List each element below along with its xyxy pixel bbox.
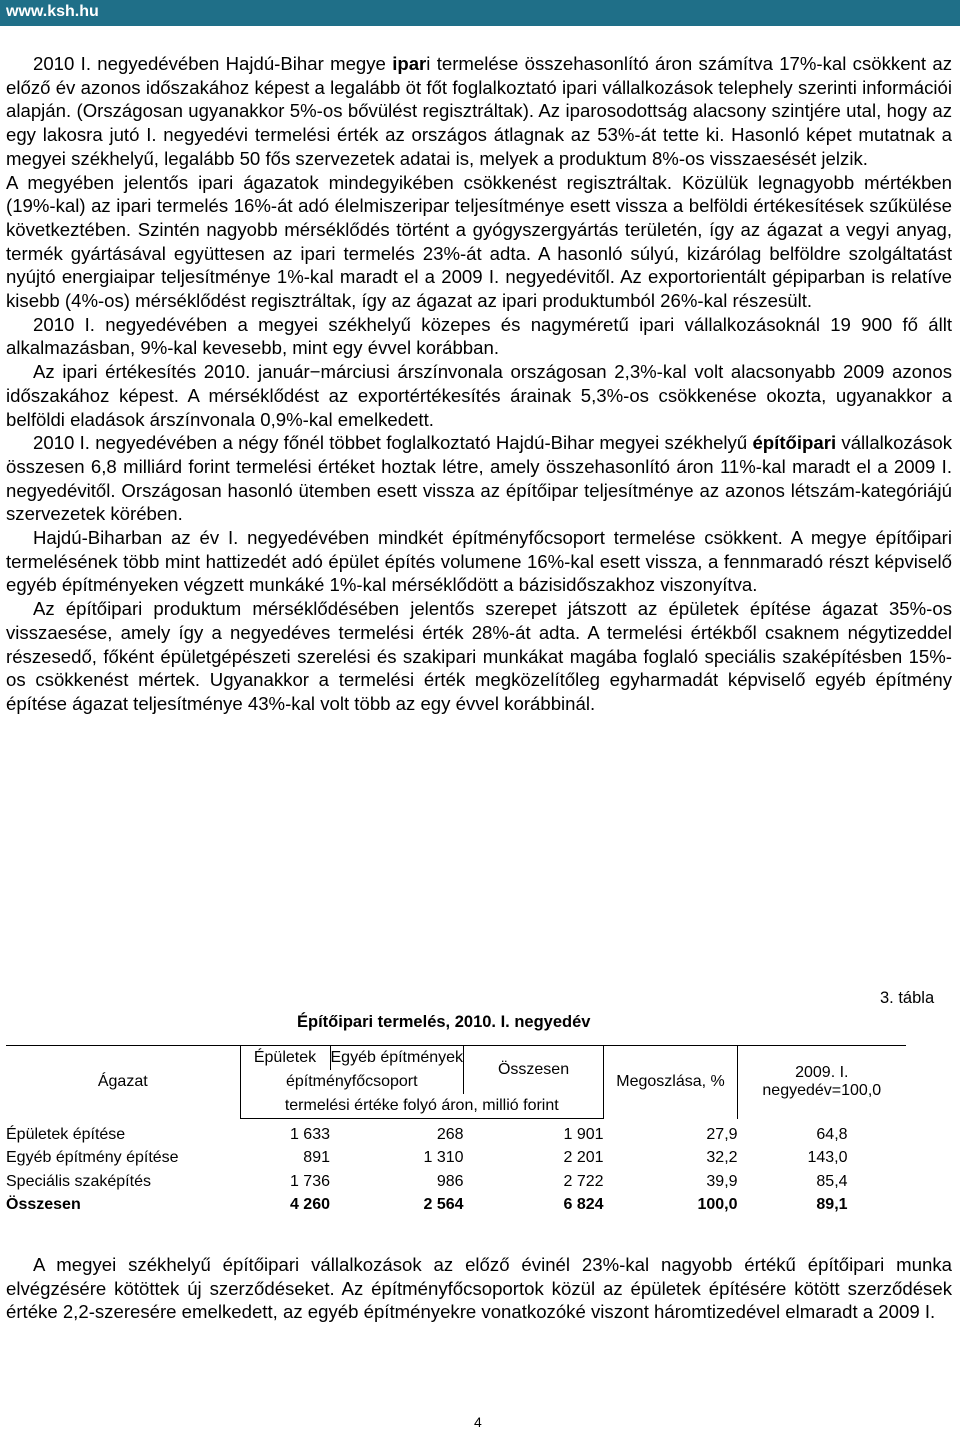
header-epuletek: Épületek — [240, 1046, 330, 1071]
paragraph-construction-output: 2010 I. negyedévében a négy főnél többet foglalkoztató Hajdú-Bihar megyei székhelyű építőipari vállalkozások összesen 6,8 milliárd forint termelési értéket hoztak létre, amely összehasonlító áron 11%-kal maradt el a 2009 I. negyedévitől. Országosan hasonló ütemben esett vissza az építőipar teljesítménye az azonos létszám-kategóriájú szervezetek körében. — [6, 432, 953, 525]
table-row: Speciális szaképítés 1 736 986 2 722 39,9 85,4 — [6, 1172, 848, 1190]
header-unit: termelési értéke folyó áron, millió forint — [240, 1094, 604, 1119]
construction-output-table — [6, 1045, 906, 1217]
paragraph-new-contracts: A megyei székhelyű építőipari vállalkozások az előző évinél 23%-kal nagyobb értékű építőipari munka elvégzésére kötöttek új szerződéseket. Az építményfőcsoportok közül az épületek építésére kötött szerződések értéke 2,2-szeresére emelkedett, az egyéb építményekre vonatkozóké viszont háromtizedével elmaradt a 2009 I. — [6, 1254, 952, 1323]
paragraph-construction-sectors: Az építőipari produktum mérséklődésében jelentős szerepet játszott az épületek építése ágazat 35%-os visszaesése, amely így a negyedéves termelési érték 28%-át adta. A termelési értékből csaknem négytizeddel részesedő, főként épületgépészeti szerelési és szakipari munkákat magába foglaló speciális szaképítésben 15%-os csökkenést mértek. Ugyanakkor a termelési érték megközelítőleg egyharmadát képviselő egyéb építmény építése ágazat teljesítménye 43%-kal volt több az egy évvel korábbinál. — [6, 598, 952, 714]
header-megoszlas: Megoszlása, % — [604, 1046, 738, 1119]
site-header-bar — [0, 0, 960, 26]
paragraph-industry-sectors: A megyében jelentős ipari ágazatok mindegyikében csökkenést regisztráltak. Közülük legnagyobb mértékben (19%-kal) az ipari termelés 16%-át adó élelmiszeripar teljesítménye esett vissza a belföldi értékesítések szűkülése következtében. Szintén nagyobb mérséklődés történt a gyógyszergyártás területén, így az ágazat a vegyi anyag, termék gyártásával együttesen az ipari termelés 23%-át adta. A hasonló súlyú, kizárólag belföldre szolgáltatást nyújtó energiaipar teljesítménye 1%-kal maradt el a 2009 I. negyedévitől. Az exportorientált gépiparban is relatíve kisebb (4%-os) mérséklődést regisztráltak, így az ágazat az ipari produktumból 26%-kal részesült. — [6, 171, 952, 312]
header-epitmenyfocsoport: építményfőcsoport — [240, 1070, 464, 1094]
page-number: 4 — [474, 1414, 482, 1430]
table-title: Építőipari termelés, 2010. I. negyedév — [297, 1013, 591, 1031]
header-agazat: Ágazat — [6, 1046, 240, 1119]
paragraph-construction-groups: Hajdú-Biharban az év I. negyedévében mindkét építményfőcsoport termelése csökkent. A megye építőipari termelésének több mint hattizedét adó épület építés volumene 16%-kal esett vissza, a fennmaradó részt képviselő egyéb építményeken végzett munkáké 1%-kal mérséklődött a bázisidőszakhoz viszonyítva. — [6, 527, 952, 596]
paragraph-industry-prices: Az ipari értékesítés 2010. január−márciusi árszínvonala országosan 2,3%-kal volt alacsonyabb 2009 azonos időszakához képest. A mérséklődést az exportértékesítés árainak 5,3%-os csökkenése okozta, ugyanakkor a belföldi eladások árszínvonala 0,9%-kal emelkedett. — [6, 361, 952, 430]
header-osszesen: Összesen — [464, 1046, 604, 1095]
header-egyeb: Egyéb építmények — [330, 1046, 464, 1071]
table-row-total: Összesen 4 260 2 564 6 824 100,0 89,1 — [6, 1196, 848, 1214]
table-number: 3. tábla — [880, 989, 935, 1007]
paragraph-industry-employment: 2010 I. negyedévében a megyei székhelyű közepes és nagyméretű ipari vállalkozásoknál 19 900 fő állt alkalmazásban, 9%-kal kevesebb, mint egy évvel korábban. — [6, 313, 952, 359]
table-row: Egyéb építmény építése 891 1 310 2 201 32,2 143,0 — [6, 1149, 848, 1167]
paragraph-industry-output: 2010 I. negyedévében Hajdú-Bihar megye ipari termelése összehasonlító áron számítva 17%-kal csökkent az előző év azonos időszakához képest a legalább öt főt foglalkoztató ipari vállalkozások telephely szerinti információi alapján. (Országosan ugyanakkor 5%-os bővülést regisztráltak). Az iparosodottság alacsony szintjére utal, hogy az egy lakosra jutó I. negyedévi termelési érték az országos átlagnak az 53%-át tette ki. Hasonló képet mutatnak a megyei székhelyű, legalább 50 fős szervezetek adatai is, melyek a produktum 8%-os visszaesését jelzik. — [6, 53, 952, 169]
table-row: Épületek építése 1 633 268 1 901 27,9 64,8 — [6, 1125, 848, 1143]
site-home-link[interactable]: www.ksh.hu — [6, 3, 99, 20]
header-index: 2009. I. negyedév=100,0 — [738, 1046, 906, 1119]
body-text — [6, 52, 952, 716]
